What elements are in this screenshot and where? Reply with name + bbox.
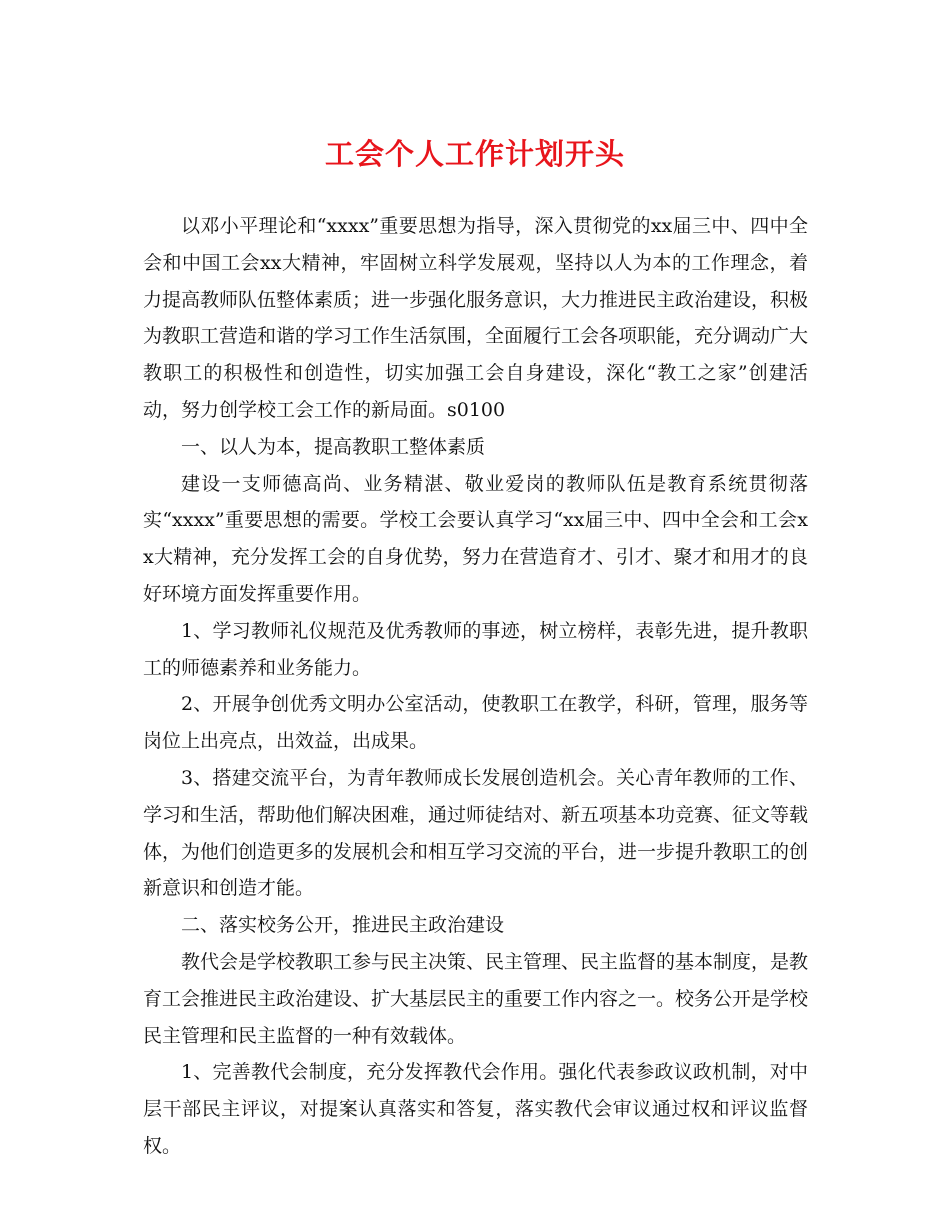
paragraph-intro: 以邓小平理论和“xxxx”重要思想为指导，深入贯彻党的xx届三中、四中全会和中国工会xx大精神，牢固树立科学发展观，坚持以人为本的工作理念，着力提高教师队伍整体素质；进一步强化服务意识，大力推进民主政治建设，积极为教职工营造和谐的学习工作生活氛围，全面履行工会各项职能，充分调动广大教职工的积极性和创造性，切实加强工会自身建设，深化“教工之家”创建活动，努力创学校工会工作的新局面。s0100 <box>143 215 809 421</box>
paragraph-item-2-1: 1、完善教代会制度，充分发挥教代会作用。强化代表参政议政机制，对中层干部民主评议，对提案认真落实和答复，落实教代会审议通过权和评议监督权。 <box>143 1061 808 1157</box>
paragraph-section-1-intro: 建设一支师德高尚、业务精湛、敬业爱岗的教师队伍是教育系统贯彻落实“xxxx”重要思想的需要。学校工会要认真学习“xx届三中、四中全会和工会xx大精神，充分发挥工会的自身优势，努力在营造育才、引才、聚才和用才的良好环境方面发挥重要作用。 <box>143 472 808 605</box>
paragraph-item-1-1: 1、学习教师礼仪规范及优秀教师的事迹，树立榜样，表彰先进，提升教职工的师德素养和业务能力。 <box>143 619 808 679</box>
section-heading-1: 一、以人为本，提高教职工整体素质 <box>181 435 486 458</box>
document-body <box>143 208 808 1165</box>
paragraph-item-1-3: 3、搭建交流平台，为青年教师成长发展创造机会。关心青年教师的工作、学习和生活，帮助他们解决困难，通过师徒结对、新五项基本功竞赛、征文等载体，为他们创造更多的发展机会和相互学习交流的平台，进一步提升教职工的创新意识和创造才能。 <box>143 766 809 900</box>
section-heading-2: 二、落实校务公开，推进民主政治建设 <box>181 914 505 937</box>
page-title: 工会个人工作计划开头 <box>324 137 625 171</box>
paragraph-item-1-2: 2、开展争创优秀文明办公室活动，使教职工在教学，科研，管理，服务等岗位上出亮点，出效益，出成果。 <box>143 693 808 753</box>
paragraph-section-2-intro: 教代会是学校教职工参与民主决策、民主管理、民主监督的基本制度，是教育工会推进民主政治建设、扩大基层民主的重要工作内容之一。校务公开是学校民主管理和民主监督的一种有效载体。 <box>143 950 809 1047</box>
